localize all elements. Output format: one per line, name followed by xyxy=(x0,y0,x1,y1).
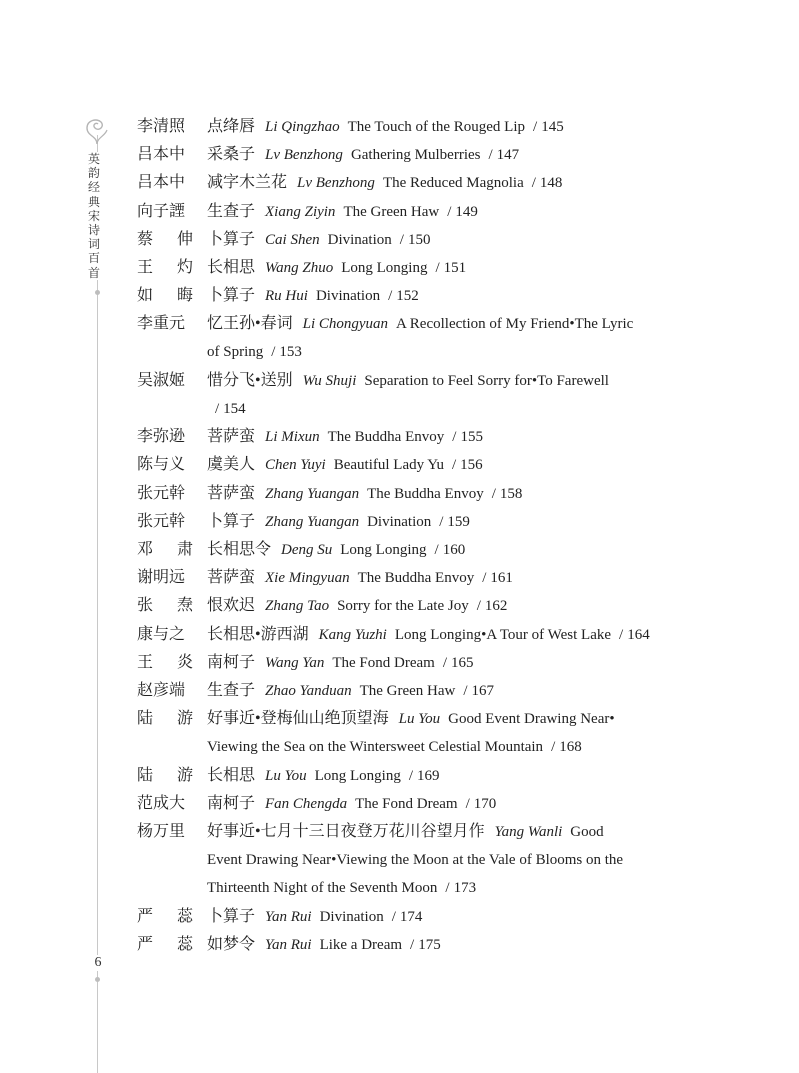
entry-line xyxy=(207,228,430,252)
page-ref: 152 xyxy=(396,288,419,304)
book-title-vertical xyxy=(86,152,102,280)
page-ref: 145 xyxy=(541,119,564,135)
book-title-char: 宋 xyxy=(87,208,100,223)
author-name-zh: 范成大 xyxy=(137,795,186,812)
book-title-char: 词 xyxy=(87,237,100,252)
entry-line xyxy=(207,623,650,647)
entry-line xyxy=(207,651,474,675)
entry-line xyxy=(207,453,483,477)
poem-title-en: The Green Haw xyxy=(359,683,456,699)
page-ref: 165 xyxy=(451,655,474,671)
poem-title-en: Divination xyxy=(327,232,392,248)
page-ref: 158 xyxy=(499,486,523,502)
poem-title-en: Divination xyxy=(367,514,432,530)
author-name-zh: 杨万里 xyxy=(137,823,186,840)
poem-title-en: The Fond Dream xyxy=(332,655,435,671)
margin-dot xyxy=(95,290,100,295)
slash-separator: / xyxy=(442,655,448,671)
entry-line xyxy=(207,792,496,816)
poem-title-zh: 生查子 xyxy=(207,682,256,699)
author-name-en: Lv Benzhong xyxy=(297,175,375,191)
page-ref: 174 xyxy=(399,909,423,925)
slash-separator: / xyxy=(434,542,439,558)
poem-title-zh: 好事近•七月十三日夜登万花川谷望月作 xyxy=(207,823,485,840)
slash-separator: / xyxy=(447,204,452,220)
poem-title-en: Sorry for the Late Joy xyxy=(337,598,469,614)
author-name-en: Wang Yan xyxy=(265,655,325,671)
author-name-zh: 张焘 xyxy=(137,597,218,614)
author-name-en: Deng Su xyxy=(281,542,333,558)
poem-title-zh: 恨欢迟 xyxy=(207,597,256,614)
entry-line xyxy=(207,764,440,788)
page-ref: 164 xyxy=(627,627,650,643)
entry-line xyxy=(207,707,615,731)
entry-line xyxy=(207,933,441,957)
page-ref: 154 xyxy=(223,401,246,417)
poem-title-en-continued: Event Drawing Near•Viewing the Moon at the Vale of Blooms on the xyxy=(207,852,624,868)
author-name-zh: 吕本中 xyxy=(137,146,186,163)
poem-title-en: The Green Haw xyxy=(343,204,440,220)
poem-title-zh: 忆王孙•春词 xyxy=(207,315,293,332)
author-name-en: Lu You xyxy=(265,768,307,784)
entry-line xyxy=(207,143,519,167)
poem-title-en: Good Event Drawing Near• xyxy=(448,711,615,727)
author-name-zh: 严蕊 xyxy=(137,936,218,953)
slash-separator: / xyxy=(388,288,393,304)
poem-title-zh: 卜算子 xyxy=(207,513,256,530)
author-name-en: Xiang Ziyin xyxy=(265,204,336,220)
entry-line xyxy=(207,679,494,703)
book-title-char: 首 xyxy=(87,265,100,280)
poem-title-zh: 卜算子 xyxy=(207,908,256,925)
page-ref: 155 xyxy=(460,429,483,445)
poem-title-en: Like a Dream xyxy=(319,937,403,953)
author-name-en: Fan Chengda xyxy=(265,796,348,812)
page-ref: 168 xyxy=(559,739,582,755)
poem-title-zh: 长相思 xyxy=(207,767,256,784)
page-number: 6 xyxy=(90,955,106,971)
entry-line xyxy=(207,425,483,449)
poem-title-en: Long Longing xyxy=(341,260,428,276)
author-name-en: Kang Yuzhi xyxy=(318,627,387,643)
author-name-zh: 王灼 xyxy=(137,259,218,276)
slash-separator: / xyxy=(391,909,396,925)
slash-separator: / xyxy=(465,796,470,812)
page-ref: 160 xyxy=(442,542,466,558)
page-ref: 156 xyxy=(460,457,483,473)
entry-line xyxy=(207,510,470,534)
poem-title-en: Separation to Feel Sorry for•To Farewell xyxy=(364,373,609,389)
entry-line xyxy=(207,115,564,139)
author-name-en: Yan Rui xyxy=(265,937,312,953)
poem-title-en: The Buddha Envoy xyxy=(367,486,484,502)
poem-title-en-continued: of Spring xyxy=(207,344,264,360)
page-ref: 161 xyxy=(490,570,513,586)
entry-line-continued xyxy=(207,735,582,759)
author-name-en: Zhang Yuangan xyxy=(265,486,360,502)
poem-title-en: The Buddha Envoy xyxy=(327,429,445,445)
slash-separator: / xyxy=(476,598,481,614)
author-name-en: Zhang Tao xyxy=(265,598,330,614)
slash-separator: / xyxy=(463,683,468,699)
page-ref: 150 xyxy=(407,232,431,248)
poem-title-zh: 卜算子 xyxy=(207,287,256,304)
page-ref: 148 xyxy=(539,175,563,191)
entry-line xyxy=(207,482,522,506)
author-name-en: Lv Benzhong xyxy=(265,147,343,163)
page-ref: 175 xyxy=(418,937,441,953)
slash-separator: / xyxy=(488,147,493,163)
book-title-char: 典 xyxy=(87,194,100,209)
author-name-zh: 李重元 xyxy=(137,315,186,332)
entry-line xyxy=(207,594,507,618)
slash-separator: / xyxy=(445,880,450,896)
slash-separator: / xyxy=(439,514,444,530)
poem-title-zh: 惜分飞•送别 xyxy=(207,372,293,389)
slash-separator: / xyxy=(482,570,487,586)
poem-title-zh: 菩萨蛮 xyxy=(207,569,256,586)
author-name-zh: 陈与义 xyxy=(137,456,186,473)
book-title-char: 韵 xyxy=(87,166,100,181)
poem-title-en: The Touch of the Rouged Lip xyxy=(347,119,526,135)
slash-separator: / xyxy=(410,937,415,953)
author-name-en: Lu You xyxy=(398,711,441,727)
poem-title-en: Divination xyxy=(319,909,384,925)
author-name-en: Zhao Yanduan xyxy=(265,683,352,699)
slash-separator: / xyxy=(491,486,496,502)
page-ref: 167 xyxy=(471,683,495,699)
poem-title-zh: 卜算子 xyxy=(207,231,256,248)
slash-separator: / xyxy=(271,344,276,360)
slash-separator: / xyxy=(215,401,220,417)
slash-separator: / xyxy=(451,457,457,473)
entry-line-continued xyxy=(207,340,302,364)
author-name-en: Cai Shen xyxy=(265,232,320,248)
author-name-en: Yan Rui xyxy=(265,909,312,925)
entry-line xyxy=(207,171,562,195)
poem-title-en: A Recollection of My Friend•The Lyric xyxy=(396,316,634,332)
slash-separator: / xyxy=(619,627,624,643)
author-name-en: Wang Zhuo xyxy=(265,260,334,276)
entry-line xyxy=(207,312,633,336)
author-name-zh: 如晦 xyxy=(137,287,218,304)
cloud-scroll-ornament-icon xyxy=(83,110,111,146)
poem-title-zh: 菩萨蛮 xyxy=(207,428,256,445)
page-ref: 162 xyxy=(484,598,508,614)
page-ref: 147 xyxy=(496,147,520,163)
author-name-en: Ru Hui xyxy=(265,288,308,304)
poem-title-en: Long Longing xyxy=(314,768,401,784)
poem-title-zh: 如梦令 xyxy=(207,936,256,953)
author-name-zh: 严蕊 xyxy=(137,908,218,925)
poem-title-en: Divination xyxy=(315,288,381,304)
page-ref: 149 xyxy=(455,204,478,220)
book-title-char: 诗 xyxy=(87,223,100,238)
entry-line xyxy=(207,905,422,929)
author-name-zh: 吕本中 xyxy=(137,174,186,191)
poem-title-en-continued: Thirteenth Night of the Seventh Moon xyxy=(207,880,438,896)
author-name-zh: 蔡伸 xyxy=(137,231,218,248)
author-name-zh: 谢明远 xyxy=(137,569,186,586)
poem-title-en: Long Longing xyxy=(340,542,427,558)
author-name-en: Wu Shuji xyxy=(302,373,357,389)
page-ref: 159 xyxy=(447,514,470,530)
slash-separator: / xyxy=(408,768,413,784)
poem-title-en: Gathering Mulberries xyxy=(350,147,481,163)
entry-line xyxy=(207,256,466,280)
poem-title-zh: 点绛唇 xyxy=(207,118,256,135)
author-name-zh: 吴淑姬 xyxy=(137,372,186,389)
slash-separator: / xyxy=(531,175,536,191)
book-title-char: 百 xyxy=(87,251,100,266)
author-name-en: Yang Wanli xyxy=(494,824,563,840)
poem-title-zh: 减字木兰花 xyxy=(207,174,288,191)
page-ref: 170 xyxy=(473,796,497,812)
poem-title-zh: 生查子 xyxy=(207,203,256,220)
entry-line xyxy=(207,538,465,562)
author-name-zh: 张元幹 xyxy=(137,485,186,502)
entry-line xyxy=(207,369,609,393)
author-name-en: Li Qingzhao xyxy=(265,119,340,135)
author-name-zh: 赵彦端 xyxy=(137,682,186,699)
poem-title-zh: 采桑子 xyxy=(207,146,256,163)
slash-separator: / xyxy=(533,119,538,135)
author-name-zh: 陆游 xyxy=(137,767,218,784)
slash-separator: / xyxy=(435,260,440,276)
author-name-zh: 李弥逊 xyxy=(137,428,186,445)
poem-title-zh: 南柯子 xyxy=(207,654,256,671)
poem-title-zh: 长相思 xyxy=(207,259,256,276)
entry-line-continued xyxy=(207,848,623,872)
author-name-en: Li Chongyuan xyxy=(302,316,389,332)
author-name-zh: 陆游 xyxy=(137,710,218,727)
poem-title-zh: 南柯子 xyxy=(207,795,256,812)
entry-line xyxy=(207,566,513,590)
poem-title-en: Good xyxy=(570,824,604,840)
slash-separator: / xyxy=(452,429,457,445)
page-ref: 151 xyxy=(443,260,467,276)
page-ref: 169 xyxy=(417,768,440,784)
author-name-zh: 康与之 xyxy=(137,626,186,643)
book-title-char: 经 xyxy=(87,180,100,195)
poem-title-en: The Reduced Magnolia xyxy=(382,175,524,191)
entry-line xyxy=(207,284,419,308)
slash-separator: / xyxy=(399,232,404,248)
poem-title-zh: 菩萨蛮 xyxy=(207,485,256,502)
entry-line-continued xyxy=(207,876,476,900)
author-name-en: Chen Yuyi xyxy=(265,457,326,473)
entry-line xyxy=(207,200,478,224)
author-name-zh: 王炎 xyxy=(137,654,218,671)
poem-title-zh: 长相思•游西湖 xyxy=(207,626,309,643)
entry-line-continued xyxy=(207,397,246,421)
margin-dot xyxy=(95,977,100,982)
author-name-en: Xie Mingyuan xyxy=(265,570,350,586)
author-name-en: Li Mixun xyxy=(265,429,320,445)
poem-title-zh: 长相思令 xyxy=(207,541,272,558)
author-name-zh: 向子諲 xyxy=(137,203,186,220)
slash-separator: / xyxy=(551,739,556,755)
author-name-zh: 李清照 xyxy=(137,118,186,135)
page-ref: 153 xyxy=(279,344,302,360)
poem-title-en: Beautiful Lady Yu xyxy=(333,457,444,473)
page-ref: 173 xyxy=(453,880,477,896)
poem-title-en-continued: Viewing the Sea on the Wintersweet Celestial Mountain xyxy=(207,739,544,755)
entry-line xyxy=(207,820,604,844)
poem-title-zh: 好事近•登梅仙山绝顶望海 xyxy=(207,710,389,727)
poem-title-zh: 虞美人 xyxy=(207,456,256,473)
book-title-char: 英 xyxy=(87,152,100,166)
author-name-zh: 张元幹 xyxy=(137,513,186,530)
author-name-en: Zhang Yuangan xyxy=(265,514,360,530)
poem-title-en: The Fond Dream xyxy=(355,796,458,812)
author-name-zh: 邓肃 xyxy=(137,541,218,558)
poem-title-en: Long Longing•A Tour of West Lake xyxy=(394,627,612,643)
poem-title-en: The Buddha Envoy xyxy=(357,570,475,586)
